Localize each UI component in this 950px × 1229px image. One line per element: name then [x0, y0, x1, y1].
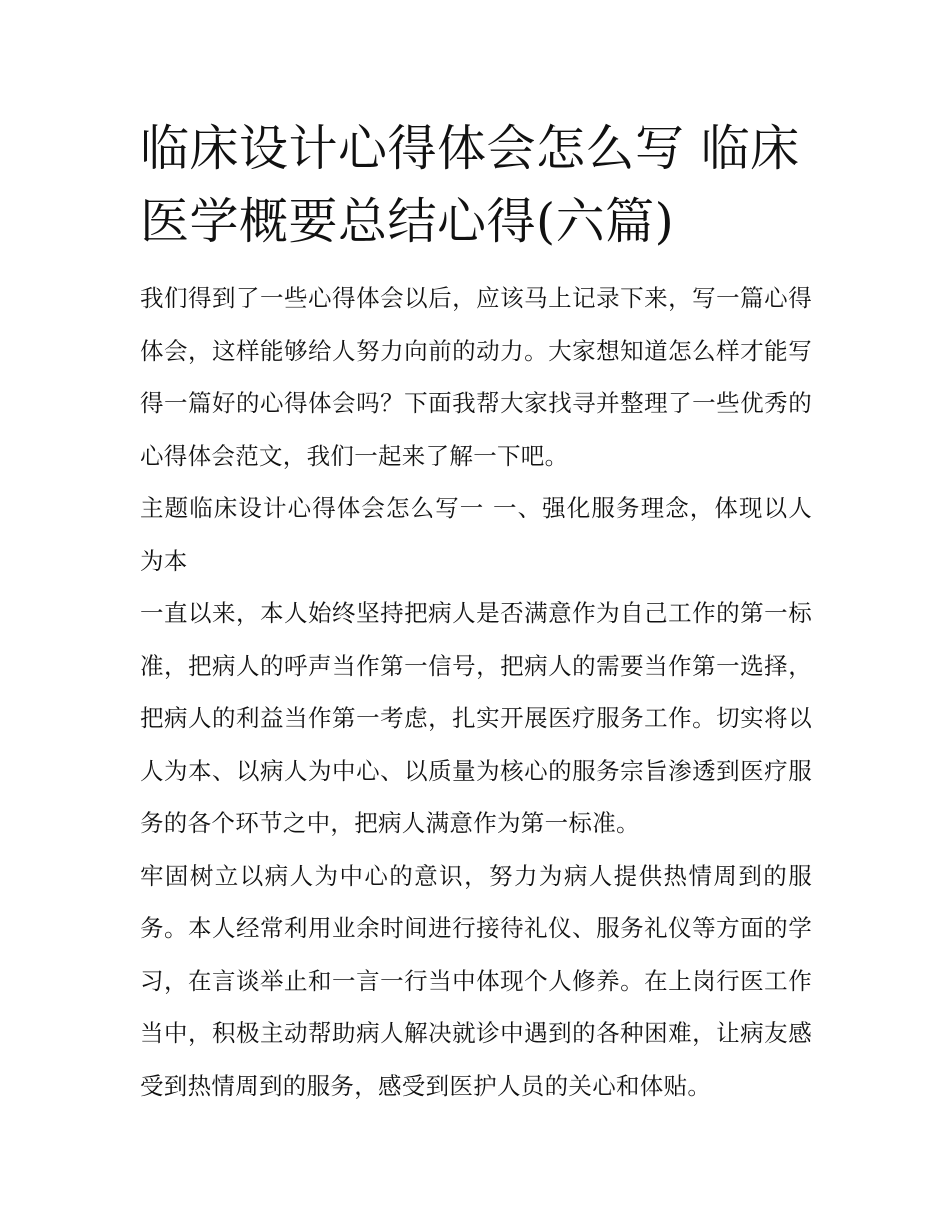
- document-content: [140, 112, 812, 1112]
- body-paragraph: 牢固树立以病人为中心的意识，努力为病人提供热情周到的服务。本人经常利用业余时间进行接待礼仪、服务礼仪等方面的学习，在言谈举止和一言一行当中体现个人修养。在上岗行医工作当中，积极主动帮助病人解决就诊中遇到的各种困难，让病友感受到热情周到的服务，感受到医护人员的关心和体贴。: [140, 861, 812, 1100]
- document-title: 临床设计心得体会怎么写 临床医学概要总结心得(六篇): [140, 120, 800, 250]
- intro-paragraph: 我们得到了一些心得体会以后，应该马上记录下来，写一篇心得体会，这样能够给人努力向前的动力。大家想知道怎么样才能写得一篇好的心得体会吗？下面我帮大家找寻并整理了一些优秀的心得体会范文，我们一起来了解一下吧。: [140, 284, 812, 470]
- body-paragraph: 一直以来，本人始终坚持把病人是否满意作为自己工作的第一标准，把病人的呼声当作第一信号，把病人的需要当作第一选择，把病人的利益当作第一考虑，扎实开展医疗服务工作。切实将以人为本、以病人为中心、以质量为核心的服务宗旨渗透到医疗服务的各个环节之中，把病人满意作为第一标准。: [140, 599, 812, 837]
- section-heading-paragraph: 主题临床设计心得体会怎么写一 一、强化服务理念，体现以人为本: [140, 494, 812, 575]
